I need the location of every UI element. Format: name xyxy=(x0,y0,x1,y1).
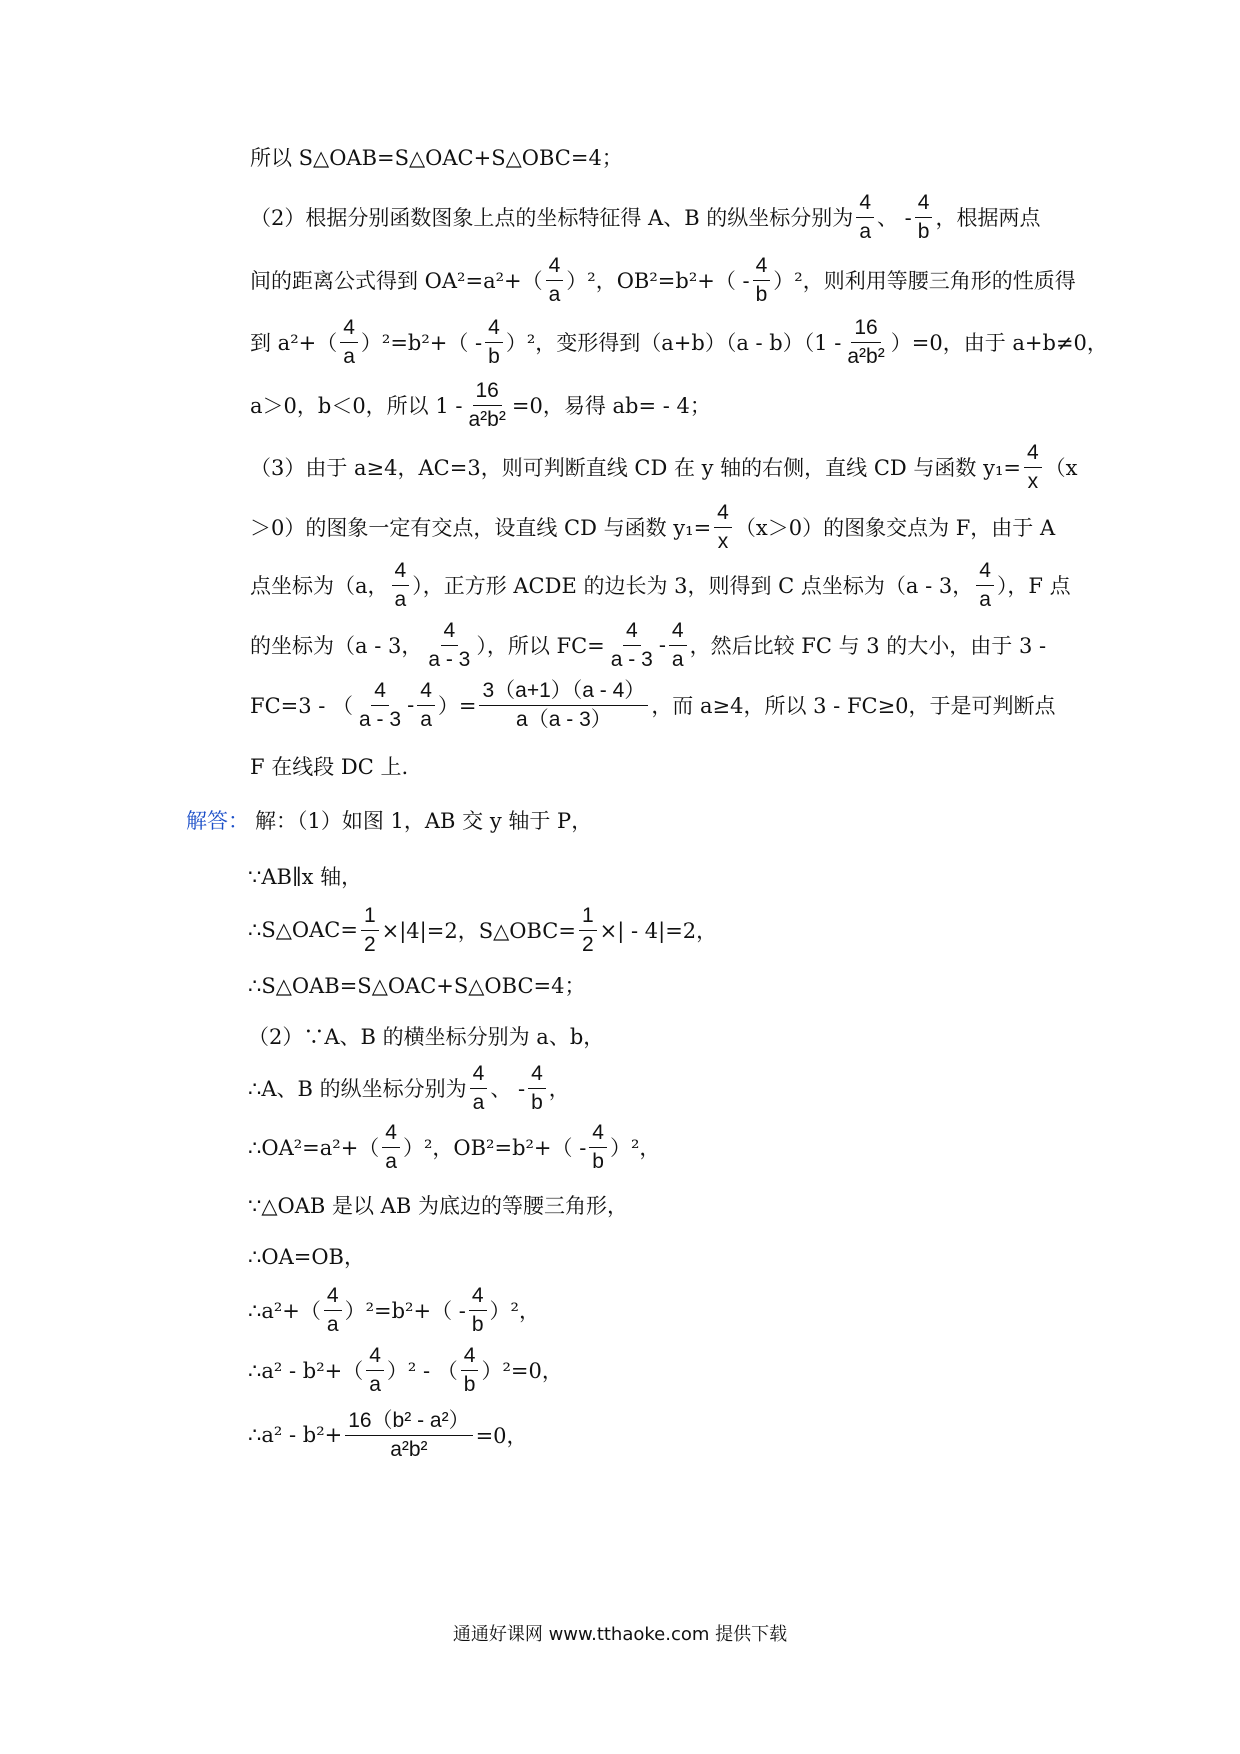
fraction-4-over-a: $\frac{4}{a}$ xyxy=(417,679,435,730)
answer-label: 解答： xyxy=(186,809,249,833)
fraction-4-over-b: $\frac{4}{b}$ xyxy=(528,1062,546,1113)
fraction-4-over-a-minus-3: $\frac{4}{a - 3}$ xyxy=(610,619,653,671)
page-footer: 通通好课网 www.tthaoke.com 提供下载 xyxy=(452,1624,788,1645)
analysis-line-2: （2）根据分别函数图象上点的坐标特征得 A、B 的纵坐标分别为 $\frac{4}{a}$ 、 - $\frac{4}{b}$ ，根据两点 xyxy=(250,191,1041,243)
fraction-4-over-a-minus-3: $\frac{4}{a - 3}$ xyxy=(428,619,471,671)
fraction-4-over-a: $\frac{4}{a}$ xyxy=(324,1284,342,1335)
answer-line-5: （2）∵A、B 的横坐标分别为 a、b， xyxy=(248,1025,605,1049)
answer-line-7: ∴OA²=a²+（ $\frac{4}{a}$ ）²，OB²=b²+（ - $\frac{4}{b}$ ）²， xyxy=(248,1121,661,1173)
fraction-4-over-a: $\frac{4}{a}$ xyxy=(366,1344,384,1395)
answer-line-6: ∴A、B 的纵坐标分别为 $\frac{4}{a}$ 、 - $\frac{4}{b}$ ， xyxy=(248,1062,570,1114)
fraction-4-over-a: $\frac{4}{a}$ xyxy=(392,559,410,610)
answer-line-10: ∴a²+（ $\frac{4}{a}$ ）²=b²+（ - $\frac{4}{b}$ ）²， xyxy=(248,1284,540,1336)
analysis-line-5: a＞0，b＜0，所以 1 - $\frac{16}{\text{a²b²}}$ =0，易得 ab= - 4； xyxy=(250,379,711,431)
fraction-16-over-a2b2: $\frac{16}{\text{a²b²}}$ xyxy=(847,316,885,368)
analysis-line-11: F 在线段 DC 上. xyxy=(250,755,409,779)
answer-line-12: ∴a² - b²+ $\frac{\text{16（b² - a²）}}{\text{a²b²}}$ =0， xyxy=(248,1409,528,1461)
answer-line-1: 解答： 解：（1）如图 1，AB 交 y 轴于 P， xyxy=(186,790,1054,850)
fraction-4-over-b: $\frac{4}{b}$ xyxy=(461,1344,479,1395)
analysis-line-10: FC=3 - （ $\frac{4}{a - 3}$ - $\frac{4}{a}$ ）= $\frac{3(a+1)(a - 4)}{a(a - 3)}$ ，而 a≥4，所以 3 - FC≥0，于是可判断点 xyxy=(250,679,1056,731)
fraction-result: $\frac{3(a+1)(a - 4)}{a(a - 3)}$ xyxy=(479,679,648,730)
fraction-4-over-a: $\frac{4}{a}$ xyxy=(976,559,994,610)
fraction-4-over-a: $\frac{4}{a}$ xyxy=(669,619,687,670)
analysis-line-3: 间的距离公式得到 OA²=a²+（ $\frac{4}{a}$ ）²，OB²=b²+（ - $\frac{4}{b}$ ）²，则利用等腰三角形的性质得 xyxy=(250,254,1076,306)
fraction-4-over-a: $\frac{4}{a}$ xyxy=(470,1062,488,1113)
fraction-4-over-b: $\frac{4}{b}$ xyxy=(469,1284,487,1335)
analysis-line-8: 点坐标为（a， $\frac{4}{a}$ ），正方形 ACDE 的边长为 3，则得到 C 点坐标为（a - 3， $\frac{4}{a}$ ），F 点 xyxy=(250,559,1071,611)
fraction-4-over-a-minus-3: $\frac{4}{a - 3}$ xyxy=(359,679,402,731)
fraction-4-over-x: $\frac{4}{x}$ xyxy=(1024,441,1042,492)
analysis-line-7: ＞0）的图象一定有交点，设直线 CD 与函数 y₁= $\frac{4}{x}$ （x＞0）的图象交点为 F，由于 A xyxy=(250,501,1056,553)
fraction-4-over-x: $\frac{4}{x}$ xyxy=(714,501,732,552)
fraction-4-over-a: $\frac{4}{a}$ xyxy=(546,254,564,305)
fraction-1-over-2: $\frac{1}{2}$ xyxy=(579,904,597,955)
fraction-16b2a2-over-a2b2: $\frac{\text{16（b² - a²）}}{\text{a²b²}}$ xyxy=(345,1409,472,1460)
analysis-line-4: 到 a²+（ $\frac{4}{a}$ ）²=b²+（ - $\frac{4}{b}$ ）²，变形得到（a+b）（a - b）（1 - $\frac{16}{\text{a²b²}}$ ）=0，由于 a+b≠0， xyxy=(250,316,1108,368)
analysis-line-9: 的坐标为（a - 3， $\frac{4}{a - 3}$ ），所以 FC= $\frac{4}{a - 3}$ - $\frac{4}{a}$ ，然后比较 FC 与 3 的大小，由于 3 - xyxy=(250,619,1047,671)
answer-line-2: ∵AB∥x 轴， xyxy=(248,865,363,889)
fraction-1-over-2: $\frac{1}{2}$ xyxy=(361,904,379,955)
fraction-4-over-a: $\frac{4}{a}$ xyxy=(382,1121,400,1172)
answer-line-11: ∴a² - b²+（ $\frac{4}{a}$ ）² - （ $\frac{4}{b}$ ）²=0， xyxy=(248,1344,563,1396)
fraction-4-over-a: $\frac{4}{a}$ xyxy=(856,191,874,242)
answer-line-4: ∴S△OAB=S△OAC+S△OBC=4； xyxy=(248,974,586,998)
analysis-line-1: 所以 S△OAB=S△OAC+S△OBC=4； xyxy=(250,146,623,170)
fraction-4-over-b: $\frac{4}{b}$ xyxy=(753,254,771,305)
fraction-4-over-a: $\frac{4}{a}$ xyxy=(340,316,358,367)
answer-line-9: ∴OA=OB， xyxy=(248,1245,365,1269)
fraction-16-over-a2b2: $\frac{16}{\text{a²b²}}$ xyxy=(468,379,506,431)
answer-line-8: ∵△OAB 是以 AB 为底边的等腰三角形， xyxy=(248,1194,628,1218)
fraction-4-over-b: $\frac{4}{b}$ xyxy=(485,316,503,367)
fraction-4-over-b: $\frac{4}{b}$ xyxy=(589,1121,607,1172)
analysis-line-6: （3）由于 a≥4，AC=3，则可判断直线 CD 在 y 轴的右侧，直线 CD 与函数 y₁= $\frac{4}{x}$ （x xyxy=(250,441,1078,493)
fraction-4-over-b: $\frac{4}{b}$ xyxy=(915,191,933,242)
answer-line-3: ∴S△OAC= $\frac{1}{2}$ ×|4|=2，S△OBC= $\frac{1}{2}$ ×| - 4|=2， xyxy=(248,904,718,956)
